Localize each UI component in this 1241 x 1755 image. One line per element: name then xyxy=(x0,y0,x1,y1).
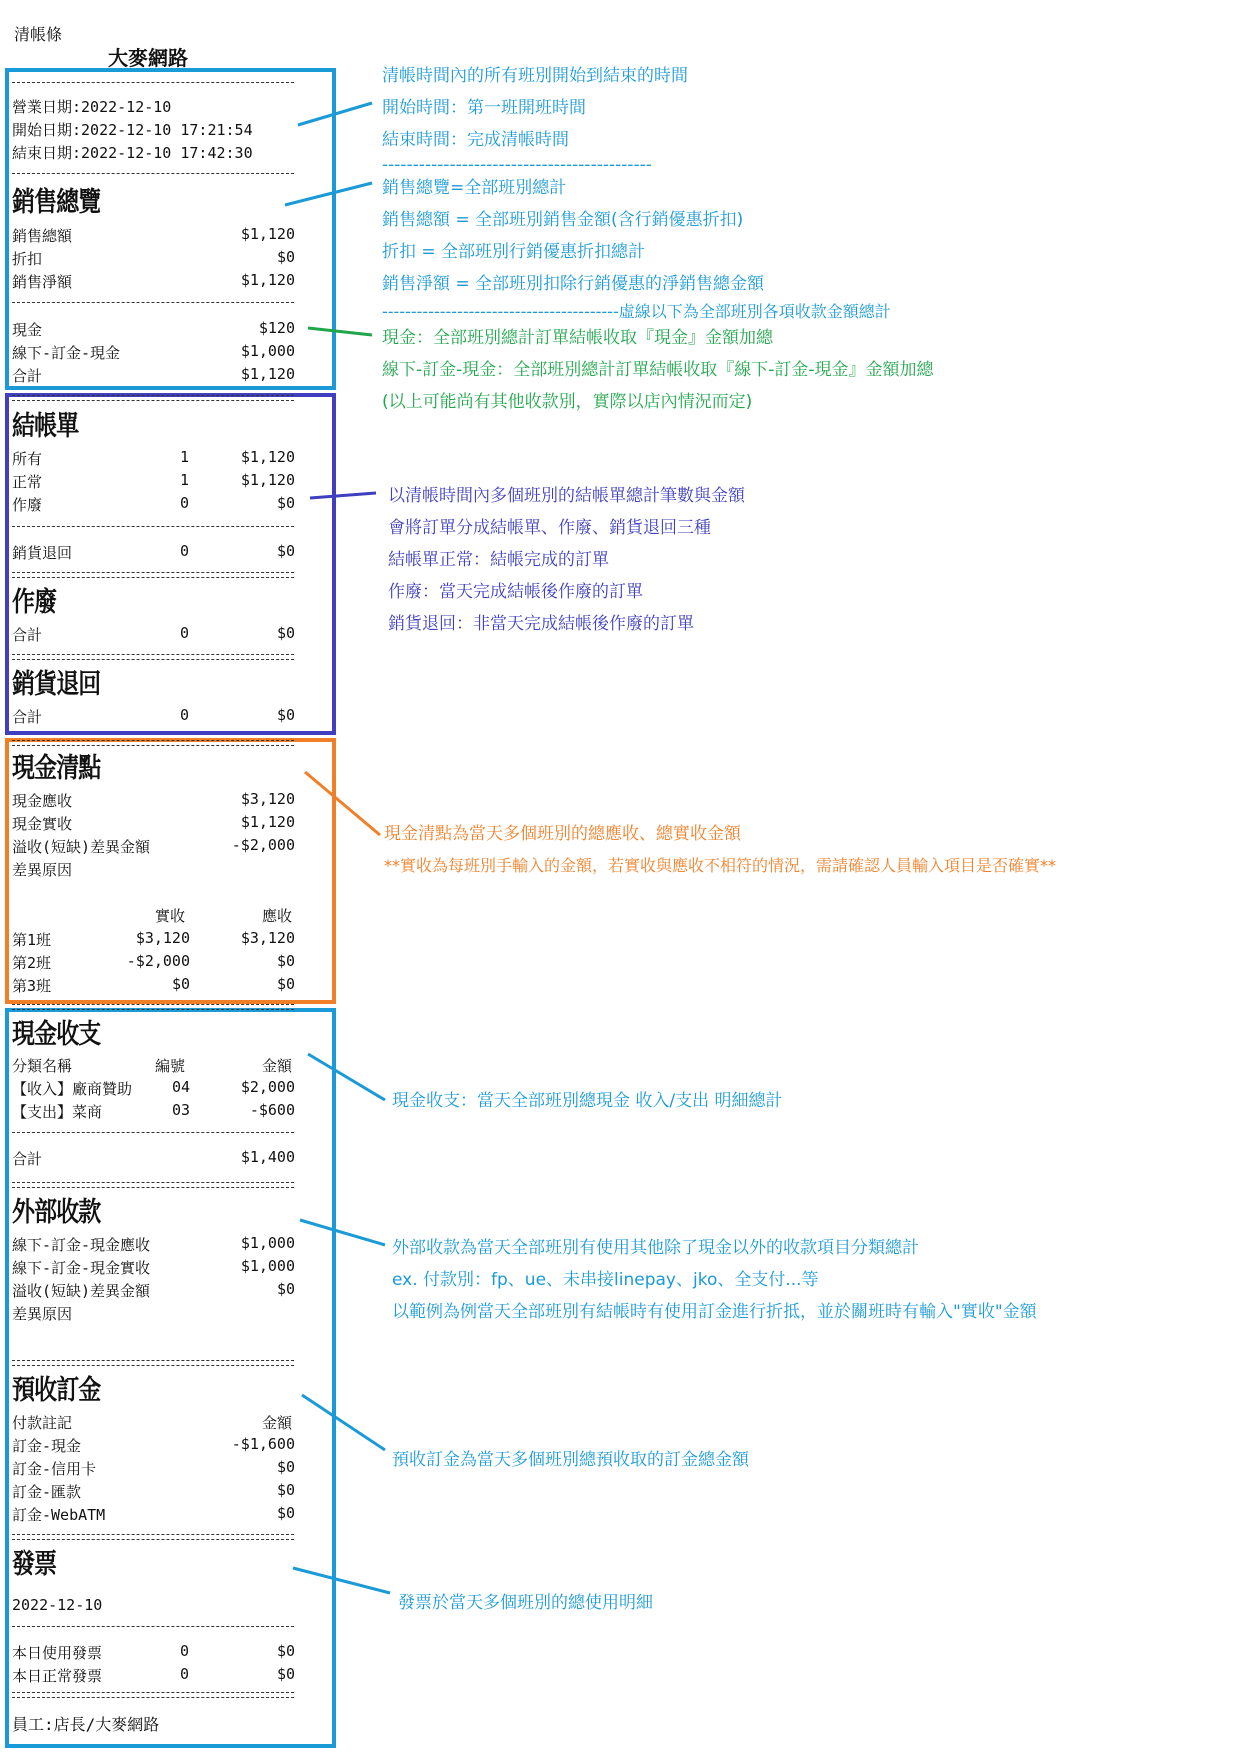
shift-label: 第2班 xyxy=(12,954,52,972)
slip-label: 清帳條 xyxy=(14,25,63,44)
divider xyxy=(12,173,294,174)
divider xyxy=(12,82,294,83)
deposit-row-label: 訂金-匯款 xyxy=(12,1483,82,1501)
cash-flow-col-no: 編號 xyxy=(155,1057,186,1075)
external-row-amount: $1,000 xyxy=(240,1234,295,1252)
void-total-count: 0 xyxy=(180,624,190,642)
shift-actual: -$2,000 xyxy=(126,952,190,970)
deposit-row-amount: -$1,600 xyxy=(231,1435,295,1453)
invoice-title: 發票 xyxy=(12,1549,57,1580)
external-row-amount: $1,000 xyxy=(240,1257,295,1275)
note-block-deposit: 預收訂金為當天多個班別總預收取的訂金總金額 xyxy=(392,1450,749,1470)
checkout-row-label: 作廢 xyxy=(12,496,43,514)
sales-return-total-amount: $0 xyxy=(276,706,295,724)
cash-flow-total-label: 合計 xyxy=(12,1150,43,1168)
shift-label: 第3班 xyxy=(12,977,52,995)
cash-flow-col-name: 分類名稱 xyxy=(12,1057,73,1075)
date-row-start: 開始日期:2022-12-10 17:21:54 xyxy=(12,121,253,139)
note-block-cash-count: 現金清點為當天多個班別的總應收、總實收金額 **實收為每班別手輸入的金額，若實收與應收不相符的情況，需請確認人員輸入項目是否確實** xyxy=(384,824,1057,875)
cash-flow-row-no: 03 xyxy=(172,1101,191,1119)
double-divider xyxy=(12,654,294,660)
note-block-payments: 現金：全部班別總計訂單結帳收取『現金』金額加總 線下-訂金-現金：全部班別總計訂單結帳收取『線下-訂金-現金』金額加總 (以上可能尚有其他收款別，實際以店內情況而定) xyxy=(382,328,934,412)
cash-count-row-amount: $1,120 xyxy=(240,813,295,831)
sales-row-amount: $1,120 xyxy=(240,271,295,289)
sales-return-title: 銷貨退回 xyxy=(12,669,101,700)
void-title: 作廢 xyxy=(12,587,57,618)
deposit-row-amount: $0 xyxy=(276,1481,295,1499)
cash-flow-row-amount: $2,000 xyxy=(240,1078,295,1096)
invoice-row-amount: $0 xyxy=(276,1642,295,1660)
sales-row-label: 銷售總額 xyxy=(12,227,73,245)
double-divider xyxy=(12,572,294,578)
payment-row-amount: $1,120 xyxy=(240,365,295,383)
sales-row-amount: $0 xyxy=(276,248,295,266)
note-block-checkout: 以清帳時間內多個班別的結帳單總計筆數與金額 會將訂單分成結帳單、作廢、銷貨退回三種 結帳單正常：結帳完成的訂單 作廢：當天完成結帳後作廢的訂單 銷貨退回：非當天完成結帳後作廢的訂單 xyxy=(388,486,745,634)
payment-row-label: 線下-訂金-現金 xyxy=(12,344,121,362)
return-row-count: 0 xyxy=(180,542,190,560)
divider xyxy=(12,526,294,527)
sales-row-label: 折扣 xyxy=(12,250,43,268)
double-divider xyxy=(12,1534,294,1540)
deposit-col-name: 付款註記 xyxy=(12,1414,73,1432)
deposit-row-amount: $0 xyxy=(276,1458,295,1476)
deposit-row-label: 訂金-信用卡 xyxy=(12,1460,97,1478)
cash-count-row-amount: -$2,000 xyxy=(231,836,295,854)
payment-row-label: 現金 xyxy=(12,321,43,339)
checkout-row-amount: $1,120 xyxy=(240,471,295,489)
deposit-row-amount: $0 xyxy=(276,1504,295,1522)
shift-actual: $3,120 xyxy=(135,929,190,947)
deposit-row-label: 訂金-現金 xyxy=(12,1437,82,1455)
note-block-times: 清帳時間內的所有班別開始到結束的時間 開始時間：第一班開班時間 結束時間：完成清帳時間 -------------------------------------------- xyxy=(382,66,688,175)
invoice-row-count: 0 xyxy=(180,1642,190,1660)
shift-actual: $0 xyxy=(171,975,190,993)
double-divider xyxy=(12,1182,294,1188)
cash-flow-total-amount: $1,400 xyxy=(240,1148,295,1166)
cash-count-title: 現金清點 xyxy=(12,753,101,784)
cash-count-row-label: 溢收(短缺)差異金額 xyxy=(12,838,151,856)
checkout-row-count: 1 xyxy=(180,471,190,489)
sales-row-label: 銷售淨額 xyxy=(12,273,73,291)
deposit-col-amount: 金額 xyxy=(262,1414,293,1432)
sales-return-total-label: 合計 xyxy=(12,708,43,726)
double-divider xyxy=(12,1004,294,1010)
void-total-amount: $0 xyxy=(276,624,295,642)
shift-label: 第1班 xyxy=(12,931,52,949)
invoice-row-label: 本日正常發票 xyxy=(12,1667,103,1685)
note-block-invoice: 發票於當天多個班別的總使用明細 xyxy=(398,1593,653,1613)
note-block-cash-flow: 現金收支：當天全部班別總現金 收入/支出 明細總計 xyxy=(392,1091,783,1111)
divider xyxy=(12,302,294,303)
cash-count-row-label: 現金實收 xyxy=(12,815,73,833)
external-row-label: 線下-訂金-現金應收 xyxy=(12,1236,151,1254)
checkout-row-amount: $0 xyxy=(276,494,295,512)
date-row-business: 營業日期:2022-12-10 xyxy=(12,98,172,116)
deposit-row-label: 訂金-WebATM xyxy=(12,1506,106,1524)
date-row-end: 結束日期:2022-12-10 17:42:30 xyxy=(12,144,253,162)
checkout-row-count: 1 xyxy=(180,448,190,466)
invoice-row-label: 本日使用發票 xyxy=(12,1644,103,1662)
note-block-sales: 銷售總覽=全部班別總計 銷售總額 = 全部班別銷售金額(含行銷優惠折扣) 折扣 = 全部班別行銷優惠折扣總計 銷售淨額 = 全部班別扣除行銷優惠的淨銷售總金額 -----------------------------------------虛線以下為全部班別各項收款金額總計 xyxy=(382,178,891,321)
staff-line: 員工:店長/大麥網路 xyxy=(12,1715,160,1734)
external-row-amount: $0 xyxy=(276,1280,295,1298)
checkout-row-label: 正常 xyxy=(12,473,43,491)
shift-due: $0 xyxy=(276,952,295,970)
external-row-label: 溢收(短缺)差異金額 xyxy=(12,1282,151,1300)
external-title: 外部收款 xyxy=(12,1197,101,1228)
deposit-title: 預收訂金 xyxy=(12,1375,101,1406)
invoice-date: 2022-12-10 xyxy=(12,1596,103,1614)
divider xyxy=(12,1132,294,1133)
double-divider xyxy=(12,1360,294,1366)
checkout-row-label: 所有 xyxy=(12,450,43,468)
sales-return-total-count: 0 xyxy=(180,706,190,724)
payment-row-amount: $1,000 xyxy=(240,342,295,360)
shop-name: 大麥網路 xyxy=(108,46,188,70)
external-reason: 差異原因 xyxy=(12,1305,73,1323)
cash-count-row-label: 現金應收 xyxy=(12,792,73,810)
cash-flow-title: 現金收支 xyxy=(12,1019,101,1050)
cash-flow-row-amount: -$600 xyxy=(249,1101,295,1119)
checkout-row-count: 0 xyxy=(180,494,190,512)
void-total-label: 合計 xyxy=(12,626,43,644)
external-row-label: 線下-訂金-現金實收 xyxy=(12,1259,151,1277)
col-actual: 實收 xyxy=(155,907,186,925)
divider xyxy=(12,1626,294,1627)
cash-flow-row-no: 04 xyxy=(172,1078,191,1096)
cash-flow-row-label: 【支出】菜商 xyxy=(12,1103,103,1121)
cash-flow-col-amount: 金額 xyxy=(262,1057,293,1075)
cash-count-reason: 差異原因 xyxy=(12,861,73,879)
sales-title: 銷售總覽 xyxy=(12,187,101,218)
invoice-row-count: 0 xyxy=(180,1665,190,1683)
checkout-title: 結帳單 xyxy=(12,411,79,442)
col-due: 應收 xyxy=(262,907,293,925)
shift-due: $0 xyxy=(276,975,295,993)
payment-row-label: 合計 xyxy=(12,367,43,385)
sales-row-amount: $1,120 xyxy=(240,225,295,243)
invoice-row-amount: $0 xyxy=(276,1665,295,1683)
return-row-amount: $0 xyxy=(276,542,295,560)
shift-due: $3,120 xyxy=(240,929,295,947)
double-divider xyxy=(12,395,294,401)
return-row-label: 銷貨退回 xyxy=(12,544,73,562)
cash-count-row-amount: $3,120 xyxy=(240,790,295,808)
double-divider xyxy=(12,1692,294,1698)
payment-row-amount: $120 xyxy=(258,319,295,337)
note-block-external: 外部收款為當天全部班別有使用其他除了現金以外的收款項目分類總計 ex. 付款別：fp、ue、未串接linepay、jko、全支付...等 以範例為例當天全部班別有結帳時有使用訂金進行折抵，並於關班時有輸入"實收"金額 xyxy=(392,1238,1037,1322)
cash-flow-row-label: 【收入】廠商贊助 xyxy=(12,1080,133,1098)
checkout-row-amount: $1,120 xyxy=(240,448,295,466)
